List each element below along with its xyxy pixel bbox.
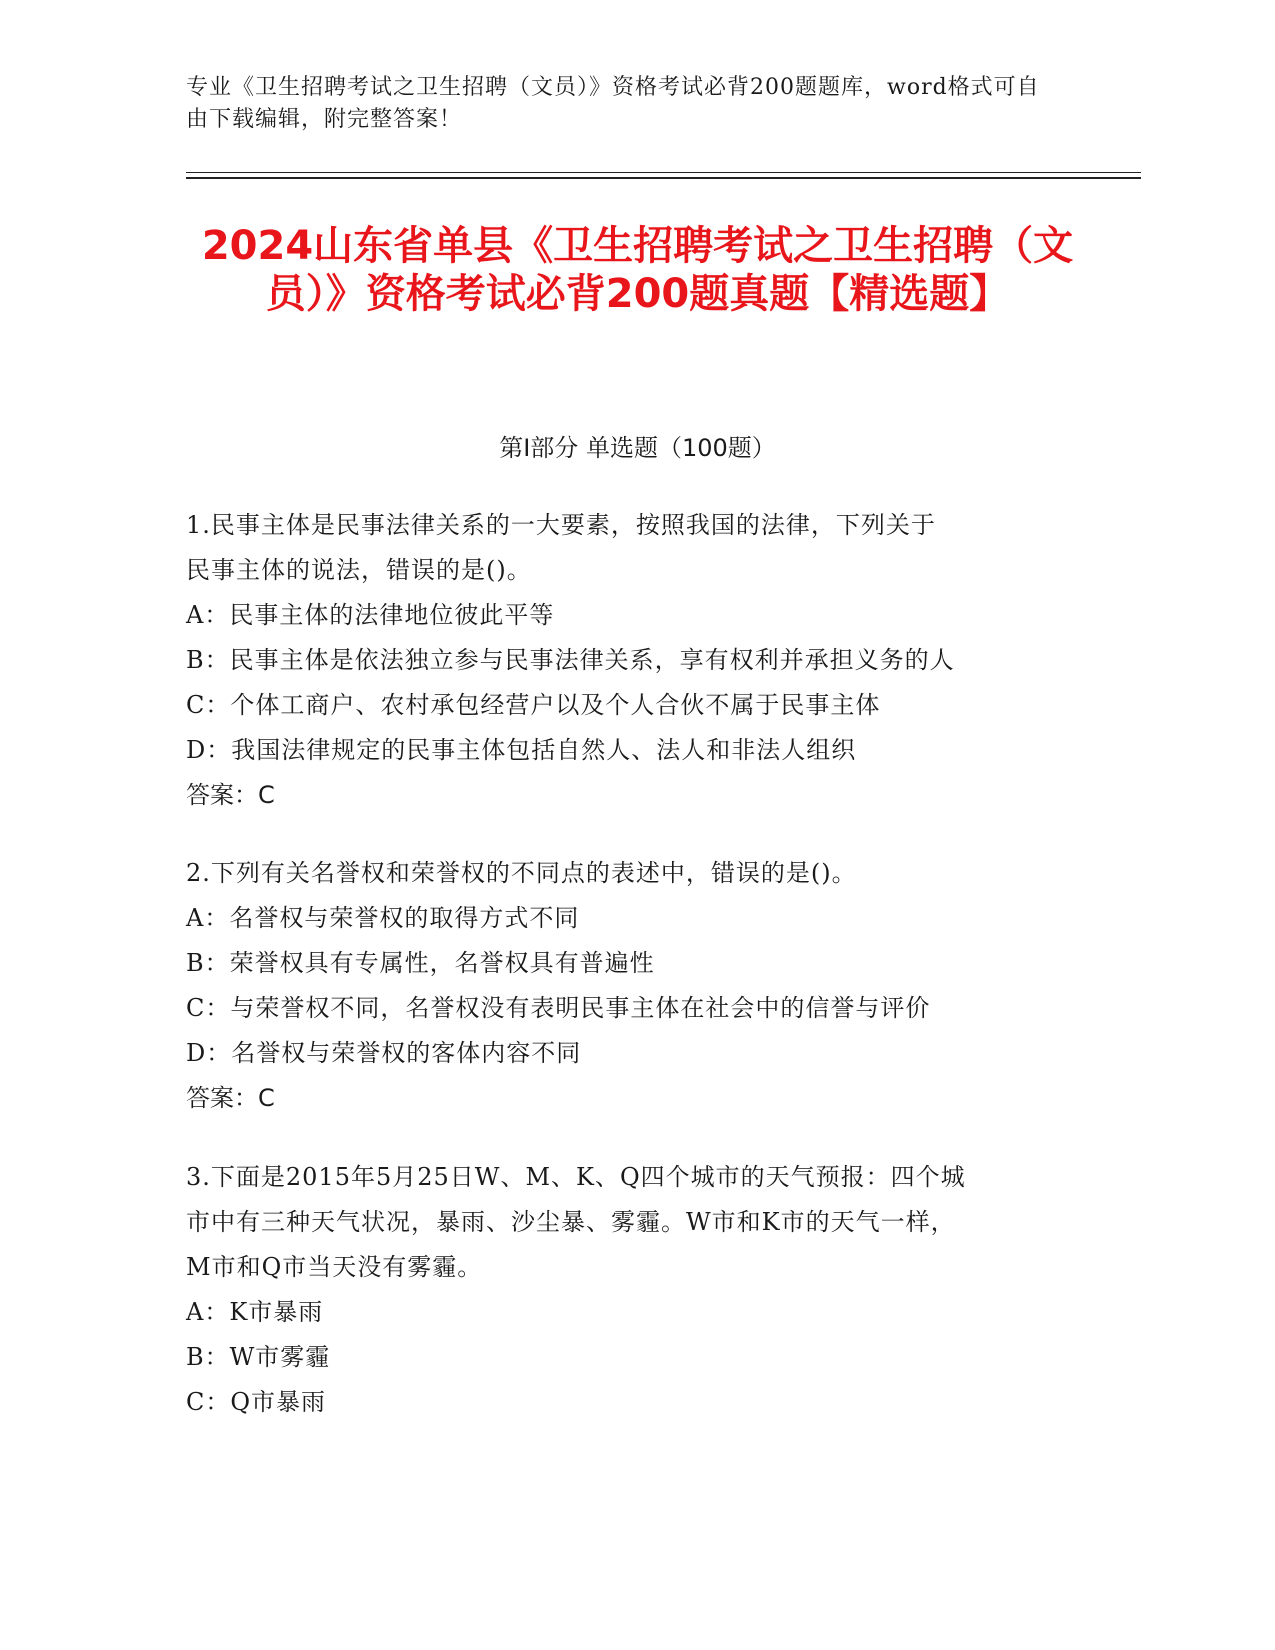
question-stem-line: 3.下面是2015年5月25日W、M、K、Q四个城市的天气预报：四个城 bbox=[186, 1163, 966, 1191]
answer-value: C bbox=[258, 781, 275, 809]
answer-line bbox=[186, 773, 1076, 818]
question-3 bbox=[186, 1155, 1076, 1425]
header-divider-thin bbox=[186, 172, 1141, 173]
answer-label: 答案： bbox=[186, 1084, 258, 1112]
option-a: A：K市暴雨 bbox=[186, 1298, 324, 1326]
option-c: C：个体工商户、农村承包经营户以及个人合伙不属于民事主体 bbox=[186, 691, 881, 719]
header-divider-thick bbox=[186, 177, 1141, 179]
option-b: B：民事主体是依法独立参与民事法律关系，享有权利并承担义务的人 bbox=[186, 646, 955, 674]
answer-label: 答案： bbox=[186, 781, 258, 809]
question-stem-line: 市中有三种天气状况，暴雨、沙尘暴、雾霾。W市和K市的天气一样， bbox=[186, 1208, 956, 1236]
question-stem-line: M市和Q市当天没有雾霾。 bbox=[186, 1253, 483, 1281]
option-b: B：荣誉权具有专属性，名誉权具有普遍性 bbox=[186, 949, 655, 977]
option-b: B：W市雾霾 bbox=[186, 1343, 331, 1371]
option-d: D：我国法律规定的民事主体包括自然人、法人和非法人组织 bbox=[186, 736, 857, 764]
option-c: C：Q市暴雨 bbox=[186, 1388, 327, 1416]
question-1 bbox=[186, 503, 1076, 818]
header-note: 专业《卫生招聘考试之卫生招聘（文员）》资格考试必背200题题库，word格式可自由下载编辑，附完整答案！ bbox=[186, 75, 1040, 132]
answer-line bbox=[186, 1076, 1076, 1121]
option-a: A：名誉权与荣誉权的取得方式不同 bbox=[186, 904, 580, 932]
question-stem-line: 民事主体的说法，错误的是()。 bbox=[186, 556, 532, 584]
page-title: 2024山东省单县《卫生招聘考试之卫生招聘（文员）》资格考试必背200题真题【精选题】 bbox=[201, 223, 1074, 317]
option-d: D：名誉权与荣誉权的客体内容不同 bbox=[186, 1039, 582, 1067]
option-c: C：与荣誉权不同，名誉权没有表明民事主体在社会中的信誉与评价 bbox=[186, 994, 931, 1022]
answer-value: C bbox=[258, 1084, 275, 1112]
option-a: A：民事主体的法律地位彼此平等 bbox=[186, 601, 555, 629]
section-title: 第I部分 单选题（100题） bbox=[499, 434, 776, 462]
question-2 bbox=[186, 851, 1076, 1121]
question-stem-line: 1.民事主体是民事法律关系的一大要素，按照我国的法律，下列关于 bbox=[186, 511, 936, 539]
question-stem-line: 2.下列有关名誉权和荣誉权的不同点的表述中，错误的是()。 bbox=[186, 859, 857, 887]
